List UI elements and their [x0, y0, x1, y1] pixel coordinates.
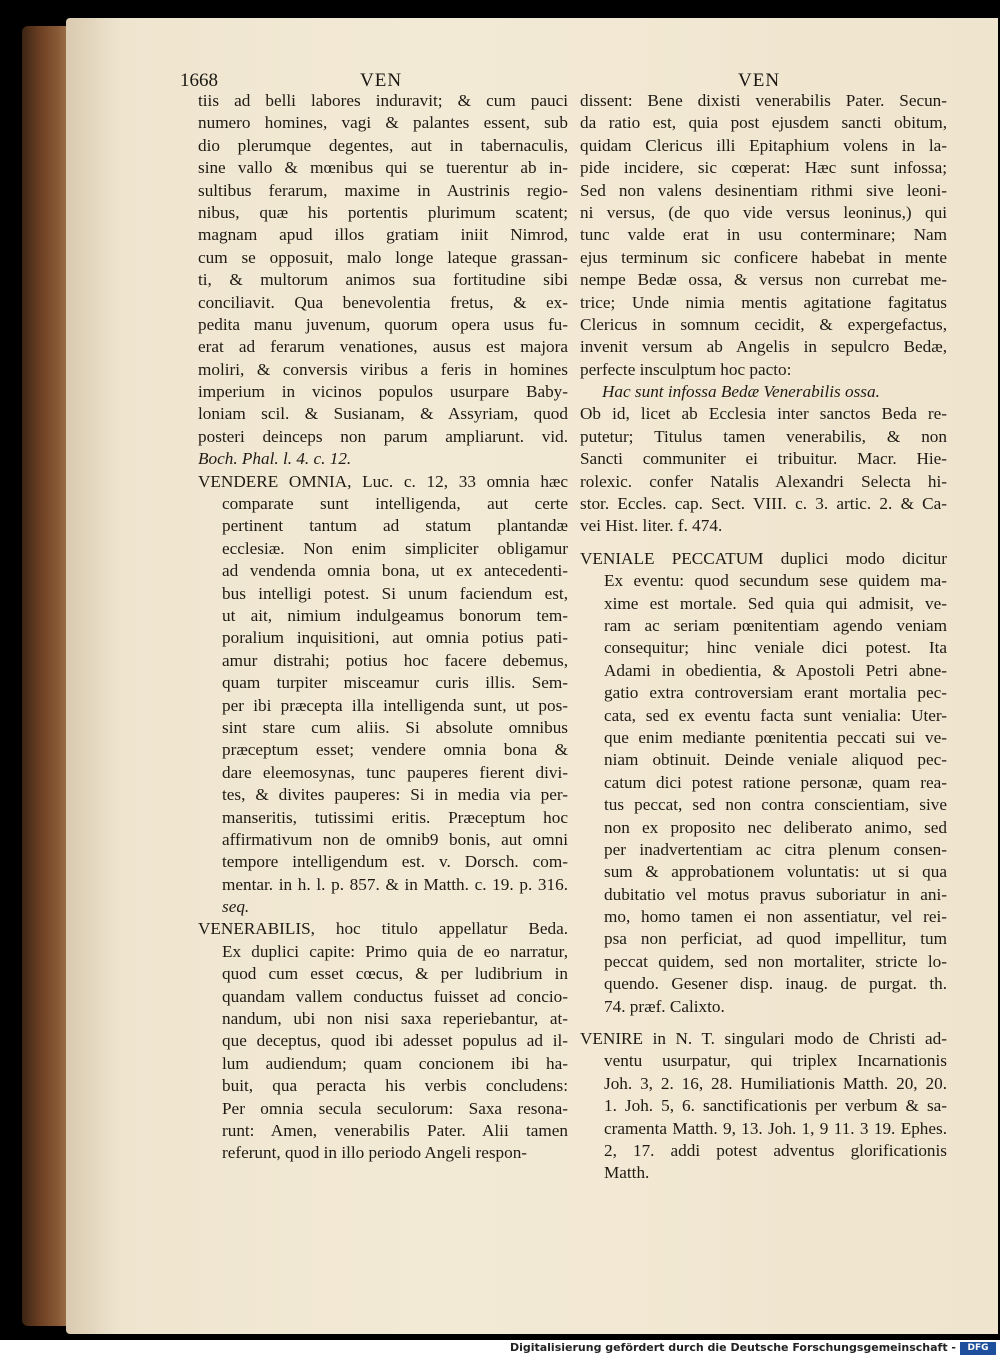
text-line: psa non perficiat, ad quod impellitur, tum — [604, 929, 947, 949]
text-line: nandum, ubi non nisi saxa reperiebantur, at- — [222, 1009, 568, 1029]
text-line: ventu usurpatur, qui triplex Incarnationis — [604, 1051, 947, 1071]
page-number: 1668 — [180, 70, 218, 91]
text-line: 1. Joh. 5, 6. sanctificationis per verbum & sa- — [604, 1096, 947, 1116]
text-line: pide incidere, sic cœperat: Hæc sunt infossa; — [580, 158, 947, 178]
text-line: consequitur; hinc veniale dici potest. Ita — [604, 638, 947, 658]
text-line: Boch. Phal. l. 4. c. 12. — [198, 449, 352, 469]
running-head-left: VEN — [360, 70, 403, 91]
left-column — [198, 90, 568, 1165]
text-line: per ibi præcepta illa intelligenda sunt, ut pos- — [222, 695, 568, 715]
text-line: ni versus, (de quo vide versus leoninus,) qui — [580, 202, 947, 222]
running-head-right: VEN — [738, 70, 781, 91]
text-line: nibus, quæ his portentis plurimum scatent; — [198, 202, 568, 222]
entry-gap — [580, 1018, 947, 1028]
text-line: Per omnia secula seculorum: Saxa resona- — [222, 1098, 568, 1118]
text-line: non ex proposito nec deliberato animo, sed — [604, 817, 947, 837]
text-line: VENIALE PECCATUM duplici modo dicitur — [580, 548, 947, 568]
entry-gap — [580, 538, 947, 548]
text-line: sultibus ferarum, maxime in Austrinis regio- — [198, 180, 568, 200]
text-line: dubitatio vel motus pravus suboriatur in ani- — [604, 884, 947, 904]
text-line: da ratio est, quia post ejusdem sancti obitum, — [580, 113, 947, 133]
text-line: trice; Unde nimia mentis agitatione fagitatus — [580, 292, 947, 312]
text-line: VENIRE in N. T. singulari modo de Christi ad- — [580, 1029, 947, 1049]
text-line: que deceptus, quod ibi adesset populus ad il- — [222, 1031, 568, 1051]
right-column — [580, 90, 947, 1185]
text-line: perfecte insculptum hoc pacto: — [580, 359, 792, 379]
text-line: ram ac seriam pœnitentiam agendo veniam — [604, 615, 947, 635]
text-line: Clericus in somnum cecidit, & expergefactus, — [580, 314, 947, 334]
text-line: quod cum esset cœcus, & per ludibrium in — [222, 964, 568, 984]
text-line: comparate sunt intelligenda, aut certe — [222, 494, 568, 514]
text-line: 2, 17. addi potest adventus glorificationis — [604, 1140, 947, 1160]
text-line: pertinent tantum ad statum plantandæ — [222, 516, 568, 536]
text-line: tunc valde erat in usu conterminare; Nam — [580, 225, 947, 245]
text-line: pedita manu juvenum, quorum opera usus fu- — [198, 314, 568, 334]
text-line: Joh. 3, 2. 16, 28. Humiliationis Matth. 20, 20. — [604, 1073, 947, 1093]
text-line: quandam vallem conductus fuisset ad concio- — [222, 986, 568, 1006]
text-line: Ob id, licet ab Ecclesia inter sanctos Beda re- — [580, 404, 947, 424]
text-line: gatio extra controversiam erant mortalia pec- — [604, 683, 947, 703]
text-line: Sancti communiter ei tribuitur. Macr. Hie- — [580, 449, 947, 469]
text-line: cata, sed ex eventu facta sunt venialia: Uter- — [604, 705, 947, 725]
text-line: lum audiendum; quam concionem ibi ha- — [222, 1053, 568, 1073]
text-line: Sed non valens desinentiam rithmi sive leoni- — [580, 180, 947, 200]
text-line: magnam apud illos gratiam iniit Nimrod, — [198, 225, 568, 245]
text-line: erat ad ferarum venationes, ausus est majora — [198, 337, 568, 357]
text-line: seq. — [222, 897, 250, 917]
text-line: sum & approbationem voluntatis: ut si qua — [604, 862, 947, 882]
text-line: affirmativum non de omnib9 bonis, aut omni — [222, 829, 568, 849]
text-line: Ex duplici capite: Primo quia de eo narratur, — [222, 941, 568, 961]
text-line: tempore intelligendum est. v. Dorsch. com- — [222, 852, 568, 872]
text-line: sint stare cum aliis. Si absolute omnibus — [222, 717, 568, 737]
text-line: cum se opposuit, malo longe lateque grassan- — [198, 247, 568, 267]
text-line: peccat quidem, sed non mortaliter, stricte lo- — [604, 951, 947, 971]
text-line: cramenta Matth. 9, 13. Joh. 1, 9 11. 3 19. Ephes. — [604, 1118, 947, 1138]
text-line: vei Hist. liter. f. 474. — [580, 516, 723, 536]
text-line: posteri deinceps non parum ampliarunt. vid. — [198, 426, 568, 446]
text-line: loniam scil. & Susianam, & Assyriam, quod — [198, 404, 568, 424]
text-line: sine vallo & mœnibus qui se tuerentur ab in- — [198, 158, 568, 178]
text-line: per inadvertentiam ac citra plenum consen- — [604, 839, 947, 859]
text-line: poralium inquisitioni, aut omnia potius pati- — [222, 628, 568, 648]
text-line: ti, & multorum animos sua fortitudine sibi — [198, 270, 568, 290]
text-line: ejus terminum sic conficere habebat in mente — [580, 247, 947, 267]
text-line: putetur; Titulus tamen venerabilis, & non — [580, 426, 947, 446]
text-line: imperium in vicinos populos usurpare Baby- — [198, 382, 568, 402]
text-line: ecclesiæ. Non enim simpliciter obligamur — [222, 538, 568, 558]
text-line: quidam Clericus illi Epitaphium volens in la- — [580, 135, 947, 155]
text-line: 74. præf. Calixto. — [604, 996, 725, 1016]
text-line: Hac sunt infossa Bedæ Venerabilis ossa. — [602, 382, 880, 402]
text-line: rolexic. confer Natalis Alexandri Selecta hi- — [580, 471, 947, 491]
text-line: stor. Eccles. cap. Sect. VIII. c. 3. artic. 2. & Ca- — [580, 494, 947, 514]
text-line: dissent: Bene dixisti venerabilis Pater. Secun- — [580, 91, 947, 110]
text-line: referunt, quod in illo periodo Angeli respon- — [222, 1143, 528, 1163]
text-line: Ex eventu: quod secundum sese quidem ma- — [604, 571, 947, 591]
text-line: quendo. Gesener disp. inaug. de purgat. th. — [604, 974, 947, 994]
text-line: dare eleemosynas, tunc pauperes fierent divi- — [222, 762, 568, 782]
text-line: tus peccat, sed non contra conscientiam, sive — [604, 795, 947, 815]
footer-bar — [0, 1340, 1000, 1358]
text-line: tes, & divites pauperes: Si in media via per- — [222, 785, 568, 805]
text-line: que enim mediante pœnitentia peccati sui ve- — [604, 727, 947, 747]
text-line: xime est mortale. Sed quia qui admisit, ve- — [604, 593, 947, 613]
text-line: Adami in obedientia, & Apostoli Petri abne- — [604, 660, 947, 680]
text-line: buit, qua peracta his verbis concludens: — [222, 1076, 568, 1096]
text-line: ut ait, nimium indulgeamus bonorum tem- — [222, 605, 568, 625]
text-line: ad vendenda omnia bona, ut ex antecedenti- — [222, 561, 568, 581]
text-line: runt: Amen, venerabilis Pater. Alii tamen — [222, 1120, 568, 1140]
text-line: niam obtinuit. Deinde veniale aliquod pec- — [604, 750, 947, 770]
text-line: tiis ad belli labores induravit; & cum pauci — [198, 91, 568, 110]
text-line: invenit versum ab Angelis in sepulcro Bedæ, — [580, 337, 947, 357]
text-line: VENDERE OMNIA, Luc. c. 12, 33 omnia hæc — [198, 471, 568, 491]
text-line: Matth. — [604, 1163, 650, 1183]
text-line: amur distrahi; potius hoc facere debemus, — [222, 650, 568, 670]
dfg-logo: DFG — [960, 1342, 996, 1355]
text-line: VENERABILIS, hoc titulo appellatur Beda. — [198, 919, 568, 939]
text-line: nempe Bedæ ossa, & versus non currebat me- — [580, 270, 947, 290]
text-line: dio plerumque degentes, aut in tabernaculis, — [198, 135, 568, 155]
text-line: bus intelligi potest. Si unum faciendum est, — [222, 583, 568, 603]
text-line: manseritis, tutissimi eritis. Præceptum hoc — [222, 807, 568, 827]
text-line: mentar. in h. l. p. 857. & in Matth. c. 19. p. 316. — [222, 874, 568, 894]
text-line: numero homines, vagi & palantes essent, sub — [198, 113, 568, 133]
footer-text: Digitalisierung gefördert durch die Deutsche Forschungsgemeinschaft - — [509, 1341, 956, 1354]
text-line: mo, homo tamen ei non assentiatur, vel rei- — [604, 907, 947, 927]
text-line: conciliavit. Qua benevolentia fretus, & ex- — [198, 292, 568, 312]
text-line: præceptum esset; vendere omnia bona & — [222, 740, 568, 760]
text-line: moliri, & conversis viribus a feris in homines — [198, 359, 568, 379]
text-line: catum dici potest ratione personæ, quam rea- — [604, 772, 947, 792]
text-line: quam turpiter misceamur curis illis. Sem- — [222, 673, 568, 693]
